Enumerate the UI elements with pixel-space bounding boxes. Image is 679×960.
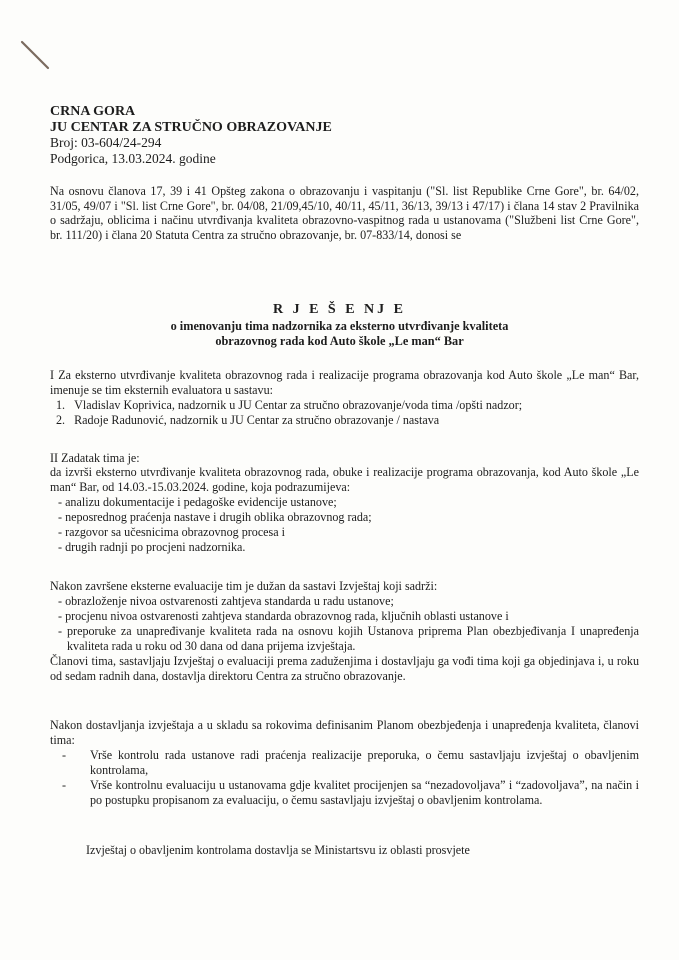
followup-item: [62, 748, 639, 777]
preamble-paragraph: Na osnovu članova 17, 39 i 41 Opšteg zakona o obrazovanju i vaspitanju ("Sl. list Republike Crne Gore", br. 64/02, 31/05, 49/07 i "Sl. list Crne Gore", br. 04/08, 21/09,45/10, 40/11, 45/11, 36/13, 39/13 i 47/17) i člana 14 stav 2 Pravilnika o sadržaju, oblicima i načinu utvrđivanja kvaliteta obrazovno-vaspitnog rada u ustanovama ("Službeni list Crne Gore", br. 111/20) i člana 20 Statuta Centra za stručno obrazovanje, br. 07-833/14, donosi se: [50, 184, 639, 243]
decision-subtitle-line-1: o imenovanju tima nadzornika za eksterno utvrđivanje kvaliteta: [170, 319, 509, 333]
report-item-text: obrazloženje nivoa ostvarenosti zahtjeva standarda u radu ustanove;: [65, 594, 394, 608]
followup-item-text: Vrše kontrolu rada ustanove radi praćenja realizacije preporuka, o čemu sastavljaju izvještaj o obavljenim kontrolama,: [90, 748, 639, 777]
dash-bullet: -: [62, 748, 67, 762]
list-number: 1.: [56, 398, 66, 412]
followup-item-text: Vrše kontrolnu evaluaciju u ustanovama gdje kvalitet procijenjen sa “nezadovoljava” i “zadovoljava”, na način i po postupku propisanom za evaluaciju, o čemu sastavljaju izvještaj o obavljenim kontrolama.: [90, 778, 639, 807]
section-2-heading: II Zadatak tima je:: [50, 451, 140, 465]
dash-bullet: -: [58, 624, 63, 638]
dash-bullet: -: [58, 594, 66, 608]
report-item: [58, 594, 394, 609]
team-member-item: [56, 398, 522, 413]
report-closing: Članovi tima, sastavljaju Izvještaj o evaluaciji prema zaduženjima i dostavljaju ga vođi tima koji ga objedinjava i, u roku od sedam radnih dana, dostavlja direktoru Centra za stručno obrazovanje.: [50, 654, 639, 683]
report-item: [58, 609, 509, 624]
decision-subtitle: [0, 319, 679, 349]
section-2-intro: da izvrši eksterno utvrđivanje kvaliteta obrazovnog rada, obuke i realizacije programa obrazovanja, kod Auto škole „Le man“ Bar, od 14.03.-15.03.2024. godine, koja podrazumijeva:: [50, 465, 639, 494]
section-1-intro: I Za eksterno utvrđivanje kvaliteta obrazovnog rada i realizacije programa obrazovanja kod Auto škole „Le man“ Bar, imenuje se tim eksternih evaluatora u sastavu:: [50, 368, 639, 397]
followup-item: [62, 778, 639, 807]
team-member-text: Vladislav Koprivica, nadzornik u JU Centar za stručno obrazovanje/voda tima /opšti nadzor;: [74, 398, 523, 412]
report-intro: Nakon završene eksterne evaluacije tim je dužan da sastavi Izvještaj koji sadrži:: [50, 579, 438, 593]
task-text: drugih radnji po procjeni nadzornika.: [65, 540, 246, 554]
report-item: [58, 624, 639, 653]
task-item: [58, 525, 285, 540]
dash-bullet: -: [62, 778, 67, 792]
country-name: CRNA GORA: [50, 104, 136, 119]
institution-name: JU CENTAR ZA STRUČNO OBRAZOVANJE: [50, 119, 332, 135]
dash-bullet: -: [58, 525, 66, 539]
task-item: [58, 540, 245, 555]
list-number: 2.: [56, 413, 66, 427]
dash-bullet: -: [58, 609, 66, 623]
place-date: Podgorica, 13.03.2024. godine: [50, 150, 216, 166]
report-item-text: preporuke za unapređivanje kvaliteta rada na osnovu kojih Ustanova priprema Plan obezbjeđivanja I unapređenja kvaliteta rada u roku od 30 dana od dana prijema izvještaja.: [67, 624, 639, 653]
report-item-text: procjenu nivoa ostvarenosti zahtjeva standarda obrazovnog rada, ključnih oblasti ustanove i: [65, 609, 509, 623]
decision-subtitle-line-2: obrazovnog rada kod Auto škole „Le man“ Bar: [215, 334, 464, 348]
document-number: Broj: 03-604/24-294: [50, 135, 162, 150]
dash-bullet: -: [58, 540, 66, 554]
task-item: [58, 510, 372, 525]
task-text: neposrednog praćenja nastave i drugih oblika obrazovnog rada;: [65, 510, 372, 524]
team-member-item: [56, 413, 439, 428]
team-member-text: Radoje Radunović, nadzornik u JU Centar za stručno obrazovanje / nastava: [74, 413, 440, 427]
followup-intro: Nakon dostavljanja izvještaja a u skladu sa rokovima definisanim Planom obezbjeđenja i unapređenja kvaliteta, članovi tima:: [50, 718, 639, 747]
task-text: razgovor sa učesnicima obrazovnog procesa i: [65, 525, 286, 539]
decision-title: R J E Š E NJ E: [272, 302, 407, 317]
pen-stroke-mark: [10, 28, 58, 76]
task-text: analizu dokumentacije i pedagoške evidencije ustanove;: [65, 495, 337, 509]
dash-bullet: -: [58, 510, 66, 524]
dash-bullet: -: [58, 495, 66, 509]
followup-closing: Izvještaj o obavljenim kontrolama dostavlja se Ministartsvu iz oblasti prosvjete: [86, 843, 470, 857]
task-item: [58, 495, 337, 510]
letterhead: [50, 104, 332, 166]
